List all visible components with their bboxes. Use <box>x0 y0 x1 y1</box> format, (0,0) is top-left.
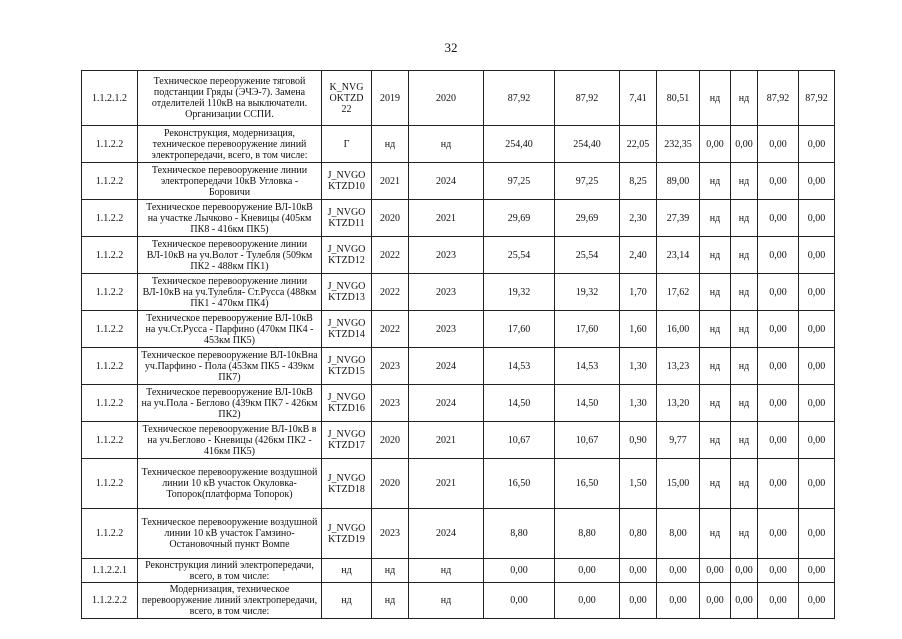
row-project-id: J_NVGO KTZD13 <box>322 274 372 311</box>
row-description: Техническое перевооружение ВЛ-10кВ на участке Лычково - Кневицы (405км ПК8 - 416км ПК5) <box>138 200 322 237</box>
row-value-7: 87,92 <box>758 71 799 126</box>
row-value-2: 17,60 <box>555 311 620 348</box>
row-year-end: 2023 <box>409 237 484 274</box>
row-code: 1.1.2.2 <box>82 126 138 163</box>
row-description: Техническое перевооружение ВЛ-10кВ в на уч.Беглово - Кневицы (426км ПК2 - 416км ПК5) <box>138 422 322 459</box>
row-value-4: 23,14 <box>657 237 700 274</box>
row-value-4: 232,35 <box>657 126 700 163</box>
row-value-5: нд <box>700 237 731 274</box>
row-value-5: 0,00 <box>700 559 731 583</box>
row-value-3: 1,60 <box>620 311 657 348</box>
row-value-2: 19,32 <box>555 274 620 311</box>
row-year-start: 2020 <box>372 459 409 509</box>
row-value-6: нд <box>731 385 758 422</box>
row-value-7: 0,00 <box>758 385 799 422</box>
row-code: 1.1.2.1.2 <box>82 71 138 126</box>
row-value-3: 1,50 <box>620 459 657 509</box>
row-code: 1.1.2.2 <box>82 385 138 422</box>
row-code: 1.1.2.2 <box>82 459 138 509</box>
row-description: Техническое перевооружение ВЛ-10кВна уч.Парфино - Пола (453км ПК5 - 439км ПК7) <box>138 348 322 385</box>
row-value-1: 14,53 <box>484 348 555 385</box>
row-code: 1.1.2.2.2 <box>82 583 138 619</box>
row-value-8: 0,00 <box>799 459 835 509</box>
row-project-id: нд <box>322 559 372 583</box>
row-value-1: 14,50 <box>484 385 555 422</box>
table-row <box>82 71 835 126</box>
row-year-end: 2021 <box>409 459 484 509</box>
row-value-2: 14,50 <box>555 385 620 422</box>
row-value-5: 0,00 <box>700 583 731 619</box>
row-value-5: нд <box>700 509 731 559</box>
row-value-8: 0,00 <box>799 559 835 583</box>
row-value-6: 0,00 <box>731 126 758 163</box>
row-value-7: 0,00 <box>758 163 799 200</box>
row-value-1: 19,32 <box>484 274 555 311</box>
table-row <box>82 348 835 385</box>
row-year-start: 2020 <box>372 200 409 237</box>
row-value-5: нд <box>700 71 731 126</box>
row-value-6: нд <box>731 71 758 126</box>
row-value-3: 2,30 <box>620 200 657 237</box>
row-value-2: 254,40 <box>555 126 620 163</box>
row-value-1: 25,54 <box>484 237 555 274</box>
row-value-4: 27,39 <box>657 200 700 237</box>
row-value-8: 0,00 <box>799 348 835 385</box>
row-value-3: 0,00 <box>620 559 657 583</box>
row-value-1: 16,50 <box>484 459 555 509</box>
row-code: 1.1.2.2 <box>82 509 138 559</box>
row-code: 1.1.2.2 <box>82 237 138 274</box>
row-value-2: 25,54 <box>555 237 620 274</box>
row-value-5: нд <box>700 274 731 311</box>
row-year-start: нд <box>372 126 409 163</box>
table-row <box>82 385 835 422</box>
row-year-end: 2021 <box>409 200 484 237</box>
row-value-3: 1,30 <box>620 385 657 422</box>
row-project-id: J_NVGO KTZD10 <box>322 163 372 200</box>
row-value-6: нд <box>731 163 758 200</box>
row-year-start: 2023 <box>372 385 409 422</box>
row-description: Техническое перевооружение ВЛ-10кВ на уч.Ст.Русса - Парфино (470км ПК4 - 453км ПК5) <box>138 311 322 348</box>
row-value-7: 0,00 <box>758 200 799 237</box>
row-value-4: 16,00 <box>657 311 700 348</box>
row-project-id: J_NVGO KTZD15 <box>322 348 372 385</box>
row-code: 1.1.2.2 <box>82 422 138 459</box>
row-value-1: 10,67 <box>484 422 555 459</box>
row-value-4: 80,51 <box>657 71 700 126</box>
table-row <box>82 200 835 237</box>
row-value-4: 15,00 <box>657 459 700 509</box>
row-value-8: 0,00 <box>799 509 835 559</box>
row-value-6: нд <box>731 348 758 385</box>
table-row <box>82 311 835 348</box>
row-value-3: 0,90 <box>620 422 657 459</box>
row-value-6: нд <box>731 311 758 348</box>
row-value-2: 0,00 <box>555 559 620 583</box>
row-year-start: 2019 <box>372 71 409 126</box>
row-year-end: 2023 <box>409 274 484 311</box>
page-number: 32 <box>444 40 458 55</box>
row-project-id: J_NVGO KTZD19 <box>322 509 372 559</box>
row-value-8: 0,00 <box>799 163 835 200</box>
row-code: 1.1.2.2 <box>82 274 138 311</box>
row-value-7: 0,00 <box>758 237 799 274</box>
row-value-8: 0,00 <box>799 385 835 422</box>
row-year-start: 2022 <box>372 237 409 274</box>
row-value-2: 29,69 <box>555 200 620 237</box>
table-row <box>82 126 835 163</box>
row-value-7: 0,00 <box>758 348 799 385</box>
row-value-2: 97,25 <box>555 163 620 200</box>
row-year-start: 2022 <box>372 274 409 311</box>
row-year-end: 2024 <box>409 385 484 422</box>
row-value-6: нд <box>731 459 758 509</box>
row-value-8: 0,00 <box>799 200 835 237</box>
row-value-4: 13,20 <box>657 385 700 422</box>
row-value-8: 0,00 <box>799 126 835 163</box>
row-description: Техническое перевооружение линии электропередачи 10кВ Угловка - Боровичи <box>138 163 322 200</box>
row-value-5: нд <box>700 385 731 422</box>
row-project-id: Г <box>322 126 372 163</box>
row-description: Техническое перевооружение линии ВЛ-10кВ на уч.Тулебля- Ст.Русса (488км ПК1 - 470км ПК4) <box>138 274 322 311</box>
row-year-end: 2024 <box>409 509 484 559</box>
row-value-6: нд <box>731 509 758 559</box>
row-year-start: нд <box>372 559 409 583</box>
row-description: Техническое перевооружение линии ВЛ-10кВ на уч.Волот - Тулебля (509км ПК2 - 488км ПК1) <box>138 237 322 274</box>
row-value-2: 10,67 <box>555 422 620 459</box>
table-row <box>82 459 835 509</box>
row-value-7: 0,00 <box>758 509 799 559</box>
row-value-4: 0,00 <box>657 583 700 619</box>
row-value-8: 0,00 <box>799 583 835 619</box>
investment-table <box>81 70 835 619</box>
row-year-end: нд <box>409 126 484 163</box>
row-value-1: 87,92 <box>484 71 555 126</box>
row-value-7: 0,00 <box>758 583 799 619</box>
row-value-5: нд <box>700 422 731 459</box>
row-value-2: 16,50 <box>555 459 620 509</box>
row-value-3: 0,00 <box>620 583 657 619</box>
table-row <box>82 559 835 583</box>
row-description: Техническое перевооружение воздушной линии 10 кВ участок Окуловка-Топорок(платформа Топорок) <box>138 459 322 509</box>
row-project-id: J_NVGO KTZD14 <box>322 311 372 348</box>
row-project-id: J_NVGO KTZD12 <box>322 237 372 274</box>
row-value-6: нд <box>731 422 758 459</box>
row-year-end: 2024 <box>409 348 484 385</box>
row-code: 1.1.2.2 <box>82 200 138 237</box>
row-project-id: J_NVGO KTZD11 <box>322 200 372 237</box>
row-value-7: 0,00 <box>758 422 799 459</box>
row-value-6: нд <box>731 274 758 311</box>
row-year-end: нд <box>409 583 484 619</box>
row-value-3: 1,30 <box>620 348 657 385</box>
table-row <box>82 583 835 619</box>
row-value-1: 97,25 <box>484 163 555 200</box>
row-year-end: 2021 <box>409 422 484 459</box>
row-year-start: 2023 <box>372 509 409 559</box>
row-value-3: 0,80 <box>620 509 657 559</box>
row-value-5: нд <box>700 311 731 348</box>
row-value-2: 87,92 <box>555 71 620 126</box>
row-value-1: 8,80 <box>484 509 555 559</box>
row-code: 1.1.2.2 <box>82 163 138 200</box>
row-value-8: 0,00 <box>799 237 835 274</box>
row-value-7: 0,00 <box>758 311 799 348</box>
row-value-4: 89,00 <box>657 163 700 200</box>
row-value-8: 87,92 <box>799 71 835 126</box>
row-project-id: J_NVGO KTZD18 <box>322 459 372 509</box>
row-description: Техническое переоружение тяговой подстанции Гряды (ЭЧЭ-7). Замена отделителей 110кВ на выключатели. Организации ССПИ. <box>138 71 322 126</box>
row-year-end: нд <box>409 559 484 583</box>
row-value-6: нд <box>731 200 758 237</box>
row-value-6: нд <box>731 237 758 274</box>
row-year-start: 2021 <box>372 163 409 200</box>
row-value-5: 0,00 <box>700 126 731 163</box>
row-value-8: 0,00 <box>799 422 835 459</box>
row-value-1: 29,69 <box>484 200 555 237</box>
row-project-id: J_NVGO KTZD17 <box>322 422 372 459</box>
table-row <box>82 163 835 200</box>
row-value-1: 254,40 <box>484 126 555 163</box>
row-value-8: 0,00 <box>799 274 835 311</box>
row-value-7: 0,00 <box>758 559 799 583</box>
row-value-3: 8,25 <box>620 163 657 200</box>
row-value-4: 0,00 <box>657 559 700 583</box>
table-row <box>82 422 835 459</box>
row-project-id: K_NVG OKTZD 22 <box>322 71 372 126</box>
row-year-end: 2020 <box>409 71 484 126</box>
row-description: Техническое перевооружение ВЛ-10кВ на уч.Пола - Беглово (439км ПК7 - 426км ПК2) <box>138 385 322 422</box>
row-value-3: 1,70 <box>620 274 657 311</box>
row-value-1: 0,00 <box>484 559 555 583</box>
row-value-3: 7,41 <box>620 71 657 126</box>
row-value-4: 8,00 <box>657 509 700 559</box>
row-value-7: 0,00 <box>758 459 799 509</box>
row-year-start: 2022 <box>372 311 409 348</box>
row-value-1: 17,60 <box>484 311 555 348</box>
row-value-5: нд <box>700 200 731 237</box>
table-row <box>82 509 835 559</box>
row-value-2: 14,53 <box>555 348 620 385</box>
row-value-4: 13,23 <box>657 348 700 385</box>
row-code: 1.1.2.2 <box>82 311 138 348</box>
row-year-start: 2023 <box>372 348 409 385</box>
row-description: Реконструкция, модернизация, техническое перевооружение линий электропередачи, всего, в том числе: <box>138 126 322 163</box>
row-value-7: 0,00 <box>758 274 799 311</box>
row-value-3: 2,40 <box>620 237 657 274</box>
row-value-4: 17,62 <box>657 274 700 311</box>
row-project-id: нд <box>322 583 372 619</box>
table-row <box>82 274 835 311</box>
row-value-5: нд <box>700 163 731 200</box>
row-project-id: J_NVGO KTZD16 <box>322 385 372 422</box>
row-value-6: 0,00 <box>731 559 758 583</box>
row-code: 1.1.2.2.1 <box>82 559 138 583</box>
row-value-7: 0,00 <box>758 126 799 163</box>
row-value-8: 0,00 <box>799 311 835 348</box>
row-value-2: 8,80 <box>555 509 620 559</box>
row-year-end: 2024 <box>409 163 484 200</box>
row-value-5: нд <box>700 348 731 385</box>
row-year-start: нд <box>372 583 409 619</box>
table-row <box>82 237 835 274</box>
row-value-1: 0,00 <box>484 583 555 619</box>
row-value-4: 9,77 <box>657 422 700 459</box>
row-description: Техническое перевооружение воздушной линии 10 кВ участок Гамзино-Остановочный пункт Вомпе <box>138 509 322 559</box>
row-year-end: 2023 <box>409 311 484 348</box>
row-description: Реконструкция линий электропередачи, всего, в том числе: <box>138 559 322 583</box>
row-value-2: 0,00 <box>555 583 620 619</box>
row-code: 1.1.2.2 <box>82 348 138 385</box>
row-description: Модернизация, техническое перевооружение линий электропередачи, всего, в том числе: <box>138 583 322 619</box>
row-value-6: 0,00 <box>731 583 758 619</box>
row-value-5: нд <box>700 459 731 509</box>
row-year-start: 2020 <box>372 422 409 459</box>
row-value-3: 22,05 <box>620 126 657 163</box>
